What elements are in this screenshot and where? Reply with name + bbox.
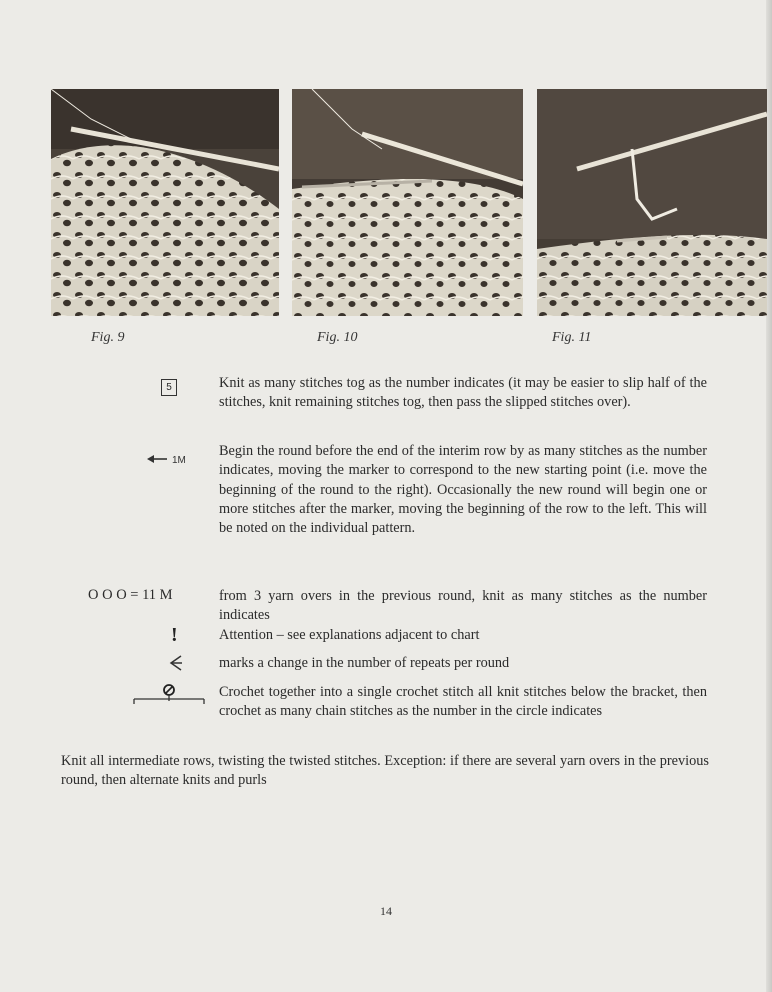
yarn-over-circles-icon: O O O = 11 M <box>88 587 173 603</box>
figure-11-caption: Fig. 11 <box>552 330 592 345</box>
legend-text-repeats-change: marks a change in the number of repeats per round <box>219 655 510 671</box>
page-number: 14 <box>380 904 392 918</box>
intermediate-rows-paragraph: Knit all intermediate rows, twisting the twisted stitches. Exception: if there are several yarn overs in the previous round, then alternate knits and purls <box>61 753 709 789</box>
figure-9-caption: Fig. 9 <box>91 330 125 345</box>
figure-11-photo <box>537 89 767 316</box>
legend-text-marker-shift: Begin the round before the end of the interim row by as many stitches as the number indicates, moving the marker to correspond to the new starting point (i.e. move the beginning of the round to the right). Occasionally the new round will begin one or more stitches after the marker, moving the beginning of the row to the left. This will be noted on the individual pattern. <box>219 443 707 537</box>
box-number-icon <box>161 377 177 396</box>
legend-text-knit-together: Knit as many stitches tog as the number indicates (it may be easier to slip half of the stitches, knit remaining stitches tog, then pass the slipped stitches over). <box>219 375 707 411</box>
crochet-bracket-icon <box>131 683 207 710</box>
legend-text-yarn-overs: from 3 yarn overs in the previous round, knit as many stitches as the number indicates <box>219 588 707 624</box>
figure-10-photo <box>292 89 523 316</box>
box-number-label: 5 <box>161 379 177 396</box>
figure-9-photo <box>51 89 279 316</box>
legend-text-crochet: Crochet together into a single crochet stitch all knit stitches below the bracket, then crochet as many chain stitches as the number in the circle indicates <box>219 684 707 720</box>
legend-text-attention: Attention – see explanations adjacent to chart <box>219 627 480 643</box>
figure-10-caption: Fig. 10 <box>317 330 358 345</box>
left-arrow-marker-icon <box>146 450 206 468</box>
repeat-change-arrow-icon <box>169 655 183 676</box>
exclamation-icon: ! <box>171 624 178 646</box>
marker-shift-label: 1M <box>172 455 186 466</box>
